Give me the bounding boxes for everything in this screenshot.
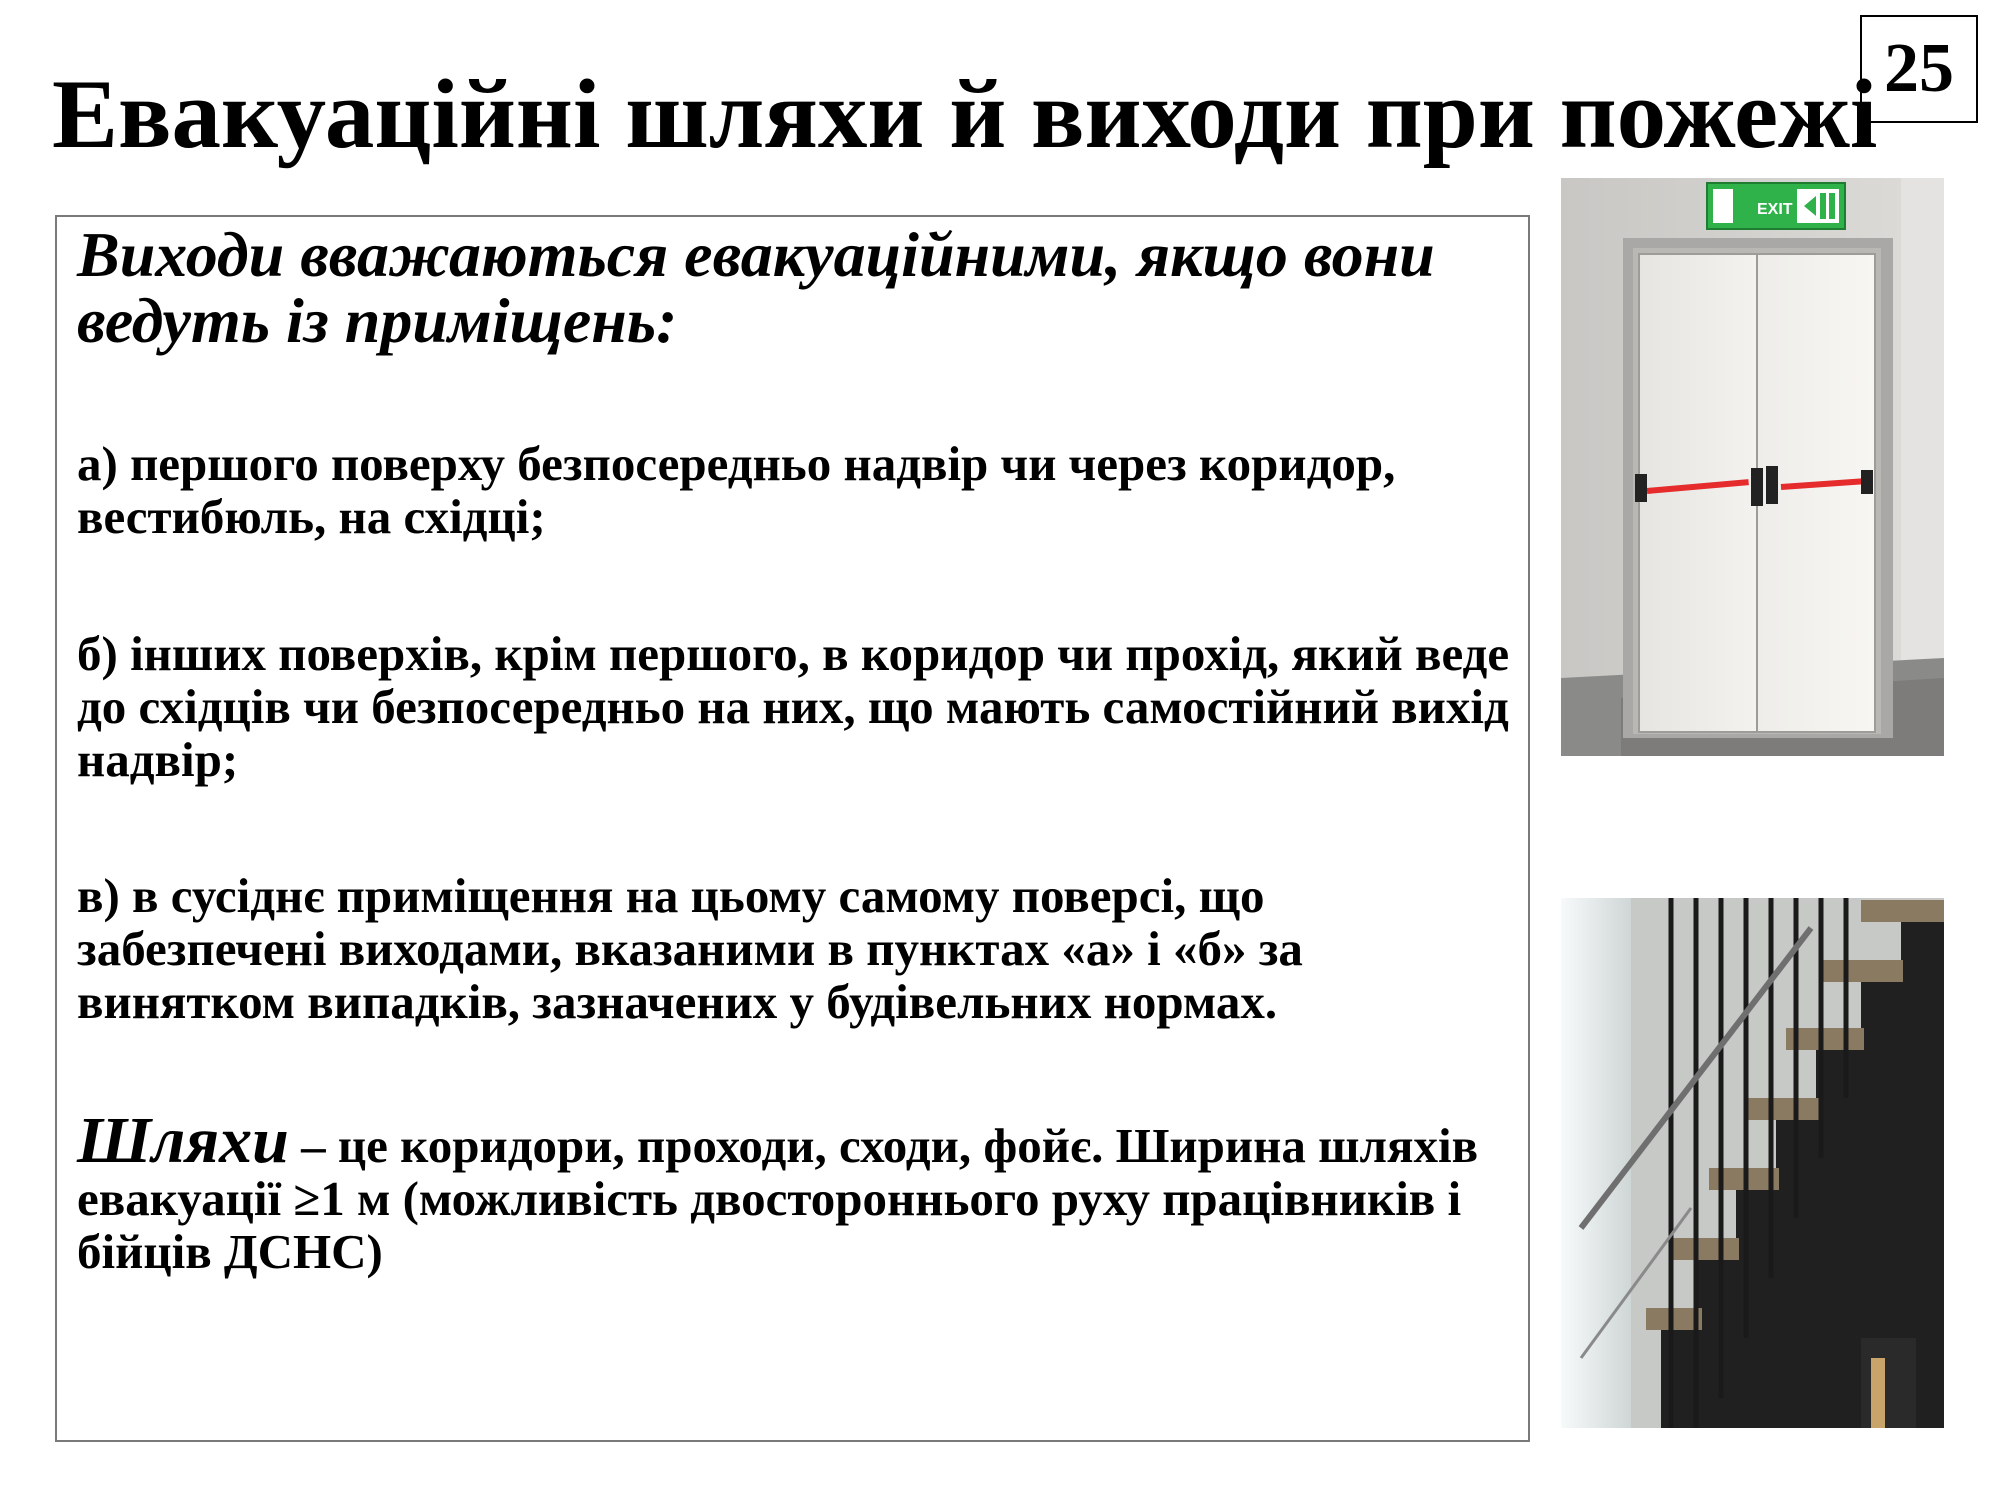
staircase-photo xyxy=(1561,898,1944,1428)
list-item-a: а) першого поверху безпосередньо надвір чи через коридор, вестибюль, на східці; xyxy=(77,436,1396,544)
paths-term: Шляхи xyxy=(77,1104,289,1177)
list-item-b: б) інших поверхів, крім першого, в коридор чи прохід, який веде до східців чи безпосередньо на них, що мають самостійний вихід надвір; xyxy=(77,626,1510,787)
exit-sign-icon xyxy=(1707,183,1845,229)
paths-text: – це коридори, проходи, сходи, фойє. Ширина шляхів евакуації ≥1 м (можливість двостороннього руху працівників і бійців ДСНС) xyxy=(77,1118,1479,1279)
slide-title: Евакуаційні шляхи й виходи при пожежі xyxy=(52,60,1878,169)
intro-text: Виходи вважаються евакуаційними, якщо вони ведуть із приміщень: xyxy=(77,219,1435,356)
page-number: 25 xyxy=(1860,15,1978,123)
paths-definition xyxy=(77,1104,1522,1279)
exit-door-photo xyxy=(1561,178,1944,756)
list-item-c: в) в сусіднє приміщення на цьому самому поверсі, що забезпечені виходами, вказаними в пунктах «а» і «б» за винятком випадків, зазначених у будівельних нормах. xyxy=(77,868,1303,1029)
exit-sign-text: EXIT xyxy=(1757,201,1793,218)
